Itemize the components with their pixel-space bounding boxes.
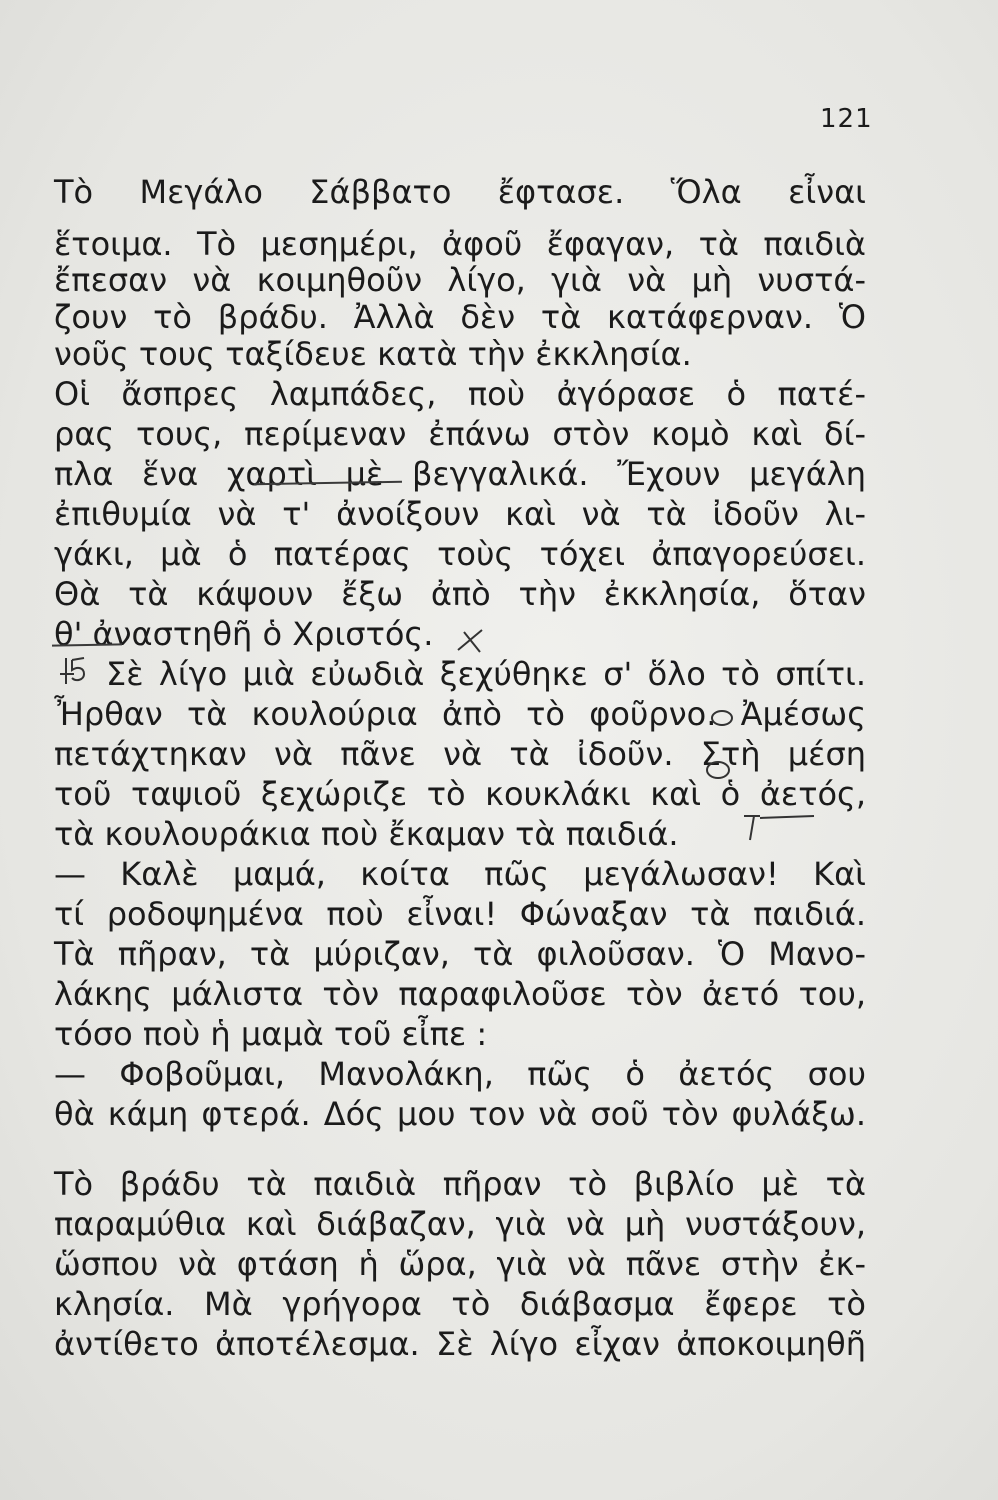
- text-line: Τὸ Μεγάλο Σάββατο ἔφτασε. Ὅλα εἶναι: [54, 173, 866, 211]
- text-line: λάκης μάλιστα τὸν παραφιλοῦσε τὸν ἀετό του,: [54, 975, 866, 1013]
- text-line: τόσο ποὺ ἡ μαμὰ τοῦ εἶπε :: [54, 1015, 488, 1053]
- text-line: ἔπεσαν νὰ κοιμηθοῦν λίγο, γιὰ νὰ μὴ νυστά-: [54, 261, 866, 299]
- text-line: Τὰ πῆραν, τὰ μύριζαν, τὰ φιλοῦσαν. Ὁ Μανο-: [54, 935, 866, 973]
- text-line: ἐπιθυμία νὰ τ' ἀνοίξουν καὶ νὰ τὰ ἰδοῦν λι-: [54, 495, 866, 533]
- text-line: Τὸ βράδυ τὰ παιδιὰ πῆραν τὸ βιβλίο μὲ τὰ: [54, 1165, 866, 1203]
- text-line: — Φοβοῦμαι, Μανολάκη, πῶς ὁ ἀετός σου: [54, 1055, 866, 1093]
- text-line: Οἱ ἄσπρες λαμπάδες, ποὺ ἀγόρασε ὁ πατέ-: [54, 375, 866, 413]
- text-line: ὥσπου νὰ φτάση ἡ ὥρα, γιὰ νὰ πᾶνε στὴν ἐκ-: [54, 1245, 866, 1283]
- text-line: τὰ κουλουράκια ποὺ ἔκαμαν τὰ παιδιά.: [54, 815, 679, 853]
- text-line: τί ροδοψημένα ποὺ εἶναι! Φώναξαν τὰ παιδιά.: [54, 895, 866, 933]
- circle-mark-icon: [708, 706, 736, 730]
- text-line: γάκι, μὰ ὁ πατέρας τοὺς τόχει ἀπαγορεύσει.: [54, 535, 866, 573]
- text-line: Θὰ τὰ κάψουν ἔξω ἀπὸ τὴν ἐκκλησία, ὅταν: [54, 575, 866, 613]
- text-line: πλα ἕνα χαρτὶ μὲ βεγγαλικά. Ἔχουν μεγάλη: [54, 455, 866, 493]
- paragraph-mark-icon: [54, 652, 104, 686]
- text-line: τοῦ ταψιοῦ ξεχώριζε τὸ κουκλάκι καὶ ὁ ἀετός,: [54, 775, 866, 813]
- page-number: 121: [820, 104, 873, 134]
- text-line: ἕτοιμα. Τὸ μεσημέρι, ἀφοῦ ἔφαγαν, τὰ παιδιὰ: [54, 225, 866, 263]
- text-line: θ' ἀναστηθῆ ὁ Χριστός.: [54, 615, 434, 653]
- circle-mark-icon: [700, 756, 736, 782]
- text-line: κλησία. Μὰ γρήγορα τὸ διάβασμα ἔφερε τὸ: [54, 1285, 866, 1323]
- text-line: Σὲ λίγο μιὰ εὐωδιὰ ξεχύθηκε σ' ὅλο τὸ σπίτι.: [106, 655, 866, 693]
- check-mark-icon: [454, 624, 488, 658]
- bracket-mark-icon: [740, 808, 820, 844]
- text-line: ἀντίθετο ἀποτέλεσμα. Σὲ λίγο εἶχαν ἀποκοιμηθῆ: [54, 1325, 866, 1363]
- text-line: νοῦς τους ταξίδευε κατὰ τὴν ἐκκλησία.: [54, 335, 692, 373]
- text-line: ρας τους, περίμεναν ἐπάνω στὸν κομὸ καὶ δί-: [54, 415, 866, 453]
- text-line: πετάχτηκαν νὰ πᾶνε νὰ τὰ ἰδοῦν. Στὴ μέση: [54, 735, 866, 773]
- text-line: θὰ κάμη φτερά. Δός μου τον νὰ σοῦ τὸν φυλάξω.: [54, 1095, 866, 1133]
- text-line: Ἦρθαν τὰ κουλούρια ἀπὸ τὸ φοῦρνο. Ἀμέσως: [54, 695, 866, 733]
- text-line: ζουν τὸ βράδυ. Ἀλλὰ δὲν τὰ κατάφερναν. Ὁ: [54, 298, 866, 336]
- text-line: παραμύθια καὶ διάβαζαν, γιὰ νὰ μὴ νυστάξουν,: [54, 1205, 866, 1243]
- text-line: — Καλὲ μαμά, κοίτα πῶς μεγάλωσαν! Καὶ: [54, 855, 866, 893]
